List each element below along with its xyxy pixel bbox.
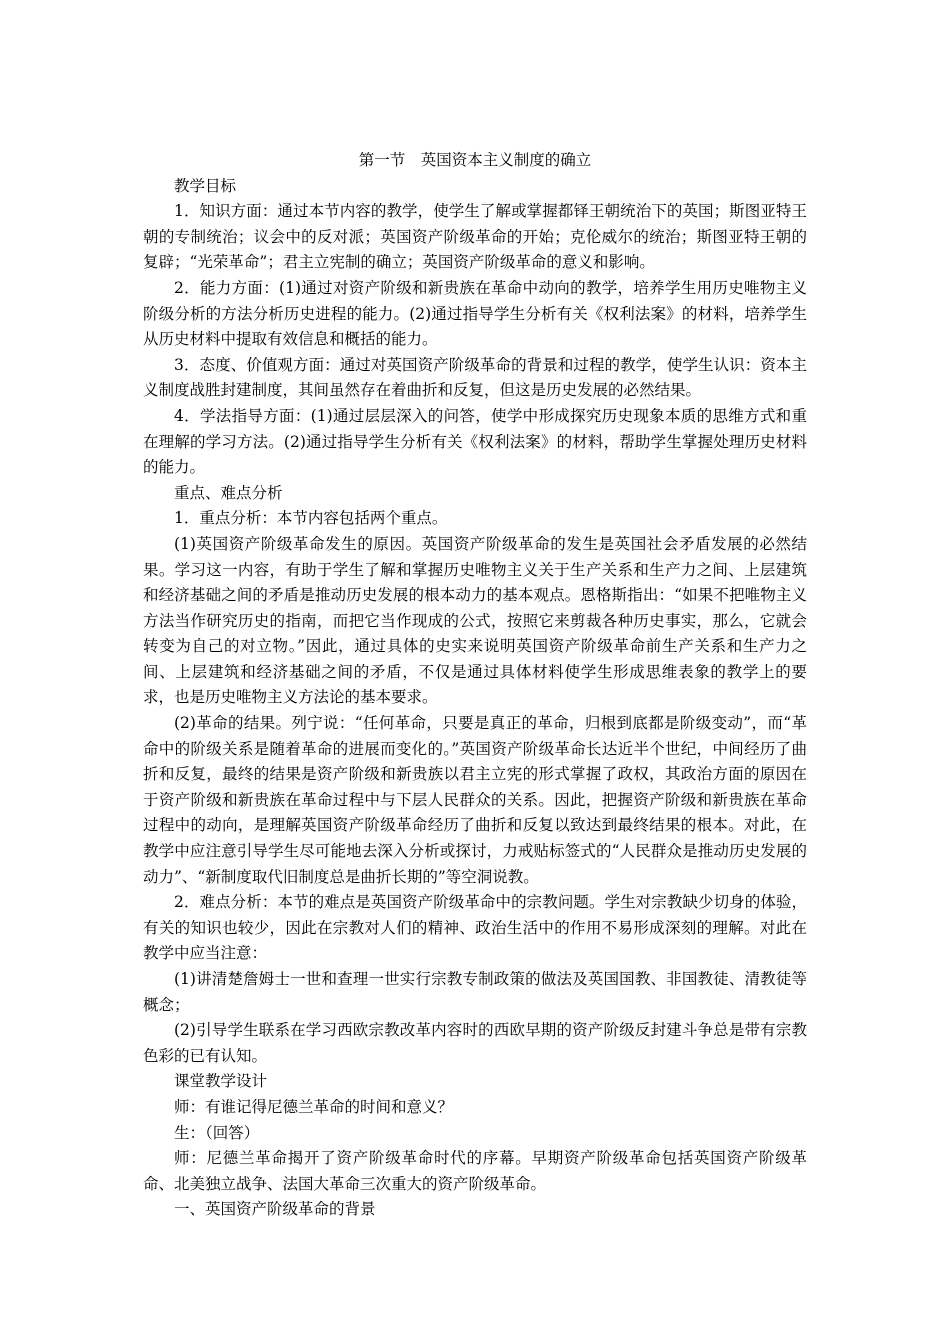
paragraph: (2)引导学生联系在学习西欧宗教改革内容时的西欧早期的资产阶级反封建斗争总是带有宗教色彩的已有认知。 xyxy=(143,1021,807,1065)
section-heading: 一、英国资产阶级革命的背景 xyxy=(174,1200,376,1219)
paragraph: 师：尼德兰革命揭开了资产阶级革命时代的序幕。早期资产阶级革命包括英国资产阶级革命、北美独立战争、法国大革命三次重大的资产阶级革命。 xyxy=(143,1149,807,1193)
paragraph: 1．知识方面：通过本节内容的教学，使学生了解或掌握都铎王朝统治下的英国；斯图亚特王朝的专制统治；议会中的反对派；英国资产阶级革命的开始；克伦威尔的统治；斯图亚特王朝的复辟；“光荣革命”；君主立宪制的确立；英国资产阶级革命的意义和影响。 xyxy=(143,202,807,272)
paragraph: 4．学法指导方面：(1)通过层层深入的问答，使学中形成探究历史现象本质的思维方式和重在理解的学习方法。(2)通过指导学生分析有关《权利法案》的材料，帮助学生掌握处理历史材料的能力。 xyxy=(143,406,807,477)
paragraph: (1)讲清楚詹姆士一世和查理一世实行宗教专制政策的做法及英国国教、非国教徒、清教徒等概念； xyxy=(143,970,807,1014)
document-body xyxy=(143,148,807,1223)
paragraph: 2．难点分析：本节的难点是英国资产阶级革命中的宗教问题。学生对宗教缺少切身的体验，有关的知识也较少，因此在宗教对人们的精神、政治生活中的作用不易形成深刻的理解。对此在教学中应当注意： xyxy=(143,893,807,963)
paragraph: 生：（回答） xyxy=(174,1123,260,1142)
document-title: 第一节 英国资本主义制度的确立 xyxy=(358,151,592,169)
paragraph: 1．重点分析：本节内容包括两个重点。 xyxy=(174,509,448,528)
paragraph: (1)英国资产阶级革命发生的原因。英国资产阶级革命的发生是英国社会矛盾发展的必然结果。学习这一内容，有助于学生了解和掌握历史唯物主义关于生产关系和生产力之间、上层建筑和经济基础之间的矛盾是推动历史发展的根本动力的基本观点。恩格斯指出：“如果不把唯物主义方法当作研究历史的指南，而把它当作现成的公式，按照它来剪裁各种历史事实，那么，它就会转变为自己的对立物。”因此，通过具体的史实来说明英国资产阶级革命前生产关系和生产力之间、上层建筑和经济基础之间的矛盾，不仅是通过具体材料使学生形成思维表象的教学上的要求，也是历史唯物主义方法论的基本要求。 xyxy=(143,534,807,707)
section-heading: 重点、难点分析 xyxy=(174,483,283,502)
paragraph-list xyxy=(143,174,807,1223)
section-heading: 课堂教学设计 xyxy=(174,1072,268,1091)
paragraph: 3．态度、价值观方面：通过对英国资产阶级革命的背景和过程的教学，使学生认识：资本主义制度战胜封建制度，其间虽然存在着曲折和反复，但这是历史发展的必然结果。 xyxy=(143,355,807,400)
paragraph: 师：有谁记得尼德兰革命的时间和意义？ xyxy=(174,1097,454,1116)
section-heading: 教学目标 xyxy=(174,176,237,195)
paragraph: (2)革命的结果。列宁说：“任何革命，只要是真正的革命，归根到底都是阶级变动”，而“革命中的阶级关系是随着革命的进展而变化的。”英国资产阶级革命长达近半个世纪，中间经历了曲折和反复，最终的结果是资产阶级和新贵族以君主立宪的形式掌握了政权，其政治方面的原因在于资产阶级和新贵族在革命过程中与下层人民群众的关系。因此，把握资产阶级和新贵族在革命过程中的动向，是理解英国资产阶级革命经历了曲折和反复以致达到最终结果的根本。对此，在教学中应注意引导学生尽可能地去深入分析或探讨，力戒贴标签式的“人民群众是推动历史发展的动力”、“新制度取代旧制度总是曲折长期的”等空洞说教。 xyxy=(143,714,807,886)
paragraph: 2．能力方面：(1)通过对资产阶级和新贵族在革命中动向的教学，培养学生用历史唯物主义阶级分析的方法分析历史进程的能力。(2)通过指导学生分析有关《权利法案》的材料，培养学生从历史材料中提取有效信息和概括的能力。 xyxy=(143,278,807,349)
